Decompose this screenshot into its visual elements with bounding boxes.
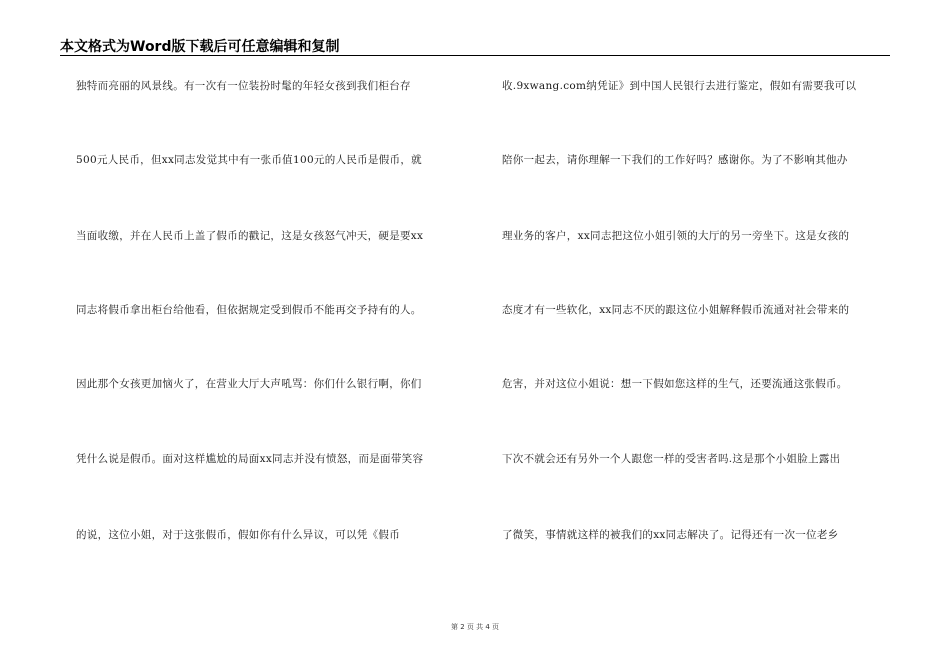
- left-line-3: 当面收缴，并在人民币上盖了假币的戳记，这是女孩怒气冲天，硬是要xx: [76, 230, 424, 242]
- right-line-2: 陪你一起去，请你理解一下我们的工作好吗？感谢你。为了不影响其他办: [502, 154, 848, 166]
- left-line-4: 同志将假币拿出柜台给他看，但依据规定受到假币不能再交予持有的人。: [76, 304, 422, 316]
- right-line-5: 危害，并对这位小姐说：想一下假如您这样的生气，还要流通这张假币。: [502, 378, 848, 390]
- left-line-1: 独特而亮丽的风景线。有一次有一位装扮时髦的年轻女孩到我们柜台存: [76, 80, 411, 92]
- right-line-6: 下次不就会还有另外一个人跟您一样的受害者吗.这是那个小姐脸上露出: [502, 453, 841, 465]
- right-line-1: 收.9xwang.com纳凭证》到中国人民银行去进行鉴定，假如有需要我可以: [502, 80, 857, 92]
- page-number-footer: 第 2 页 共 4 页: [450, 623, 500, 631]
- left-line-5: 因此那个女孩更加恼火了，在营业大厅大声吼骂：你们什么银行啊，你们: [76, 378, 422, 390]
- header-divider: [60, 55, 890, 56]
- right-line-4: 态度才有一些软化，xx同志不厌的跟这位小姐解释假币流通对社会带来的: [502, 304, 850, 316]
- left-line-7: 的说，这位小姐，对于这张假币，假如你有什么异议，可以凭《假币: [76, 529, 400, 541]
- page-header-title: 本文格式为Word版下载后可任意编辑和复制: [60, 39, 340, 55]
- left-line-6: 凭什么说是假币。面对这样尴尬的局面xx同志并没有愤怒，而是面带笑容: [76, 453, 424, 465]
- left-line-2: 500元人民币，但xx同志发觉其中有一张币值100元的人民币是假币，就: [76, 154, 422, 166]
- right-line-3: 理业务的客户，xx同志把这位小姐引领的大厅的另一旁坐下。这是女孩的: [502, 230, 850, 242]
- right-line-7: 了微笑，事情就这样的被我们的xx同志解决了。记得还有一次一位老乡: [502, 529, 839, 541]
